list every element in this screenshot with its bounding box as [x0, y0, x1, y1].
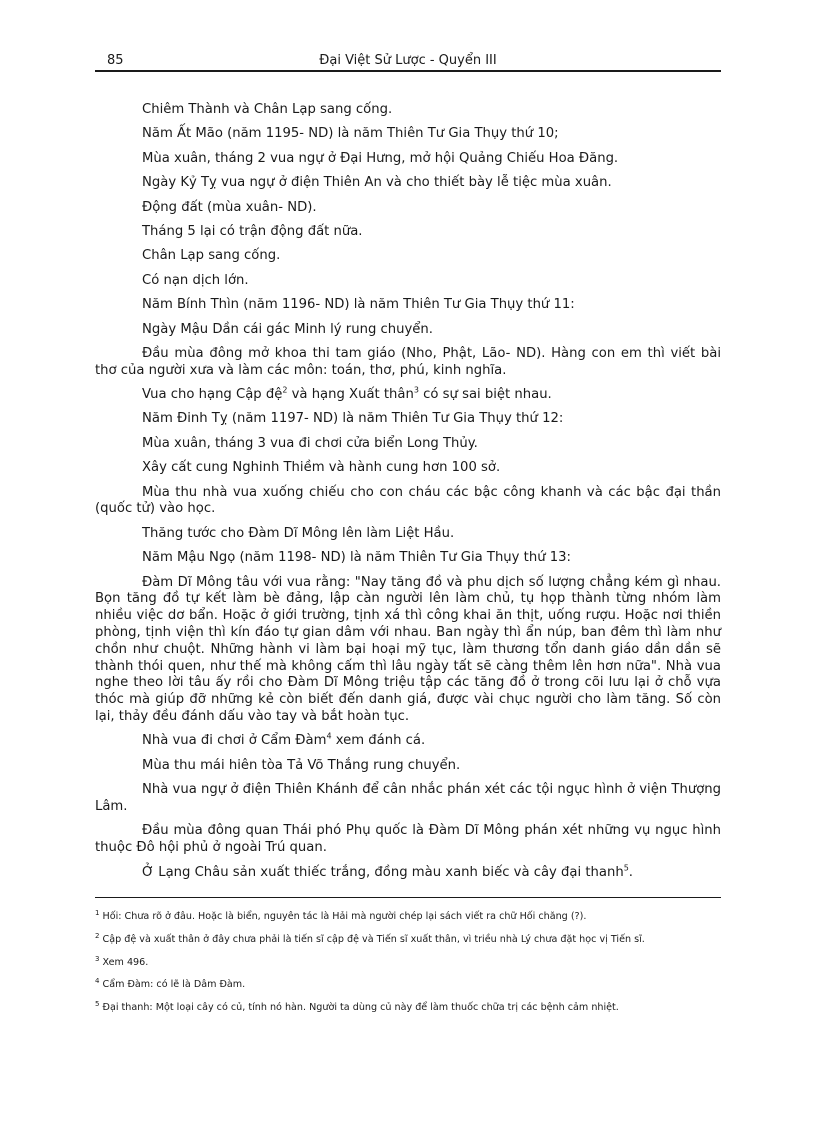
paragraph-text: có sự sai biệt nhau.	[418, 387, 552, 403]
paragraph: Thăng tước cho Đàm Dĩ Mông lên làm Liệt Hầu.	[142, 525, 455, 541]
paragraph: Mùa thu mái hiên tòa Tả Võ Thắng rung chuyển.	[142, 757, 461, 773]
paragraph-text: Vua cho hạng Cập đệ	[142, 387, 283, 403]
footnote	[95, 978, 721, 992]
body-text	[95, 102, 721, 889]
footnote-number: 1	[95, 908, 100, 917]
footnote-text: Đại thanh: Một loại cây có củ, tính nó hàn. Người ta dùng củ này để làm thuốc chữa trị các bệnh cảm nhiệt.	[99, 1002, 619, 1014]
paragraph: Ngày Mậu Dần cái gác Minh lý rung chuyển.	[142, 321, 433, 337]
running-title: Đại Việt Sử Lược - Quyển III	[319, 53, 497, 68]
paragraph	[95, 733, 721, 750]
footnote-rule	[95, 897, 721, 898]
footnote-text: Hối: Chưa rõ ở đâu. Hoặc là biển, nguyên tác là Hải mà người chép lại sách viết ra chữ Hối chăng (?).	[99, 911, 587, 922]
paragraph: Mùa thu nhà vua xuống chiếu cho con cháu các bậc công khanh và các bậc đại thần (quốc tử) vào học.	[95, 484, 721, 517]
footnote-ref: 5	[623, 863, 629, 873]
paragraph: Chân Lạp sang cống.	[142, 248, 281, 264]
header-rule	[95, 70, 721, 72]
footnote-number: 3	[95, 954, 100, 963]
footnote-text: Cẩm Đàm: có lẽ là Dâm Đàm.	[99, 979, 246, 991]
footnote	[95, 1001, 721, 1015]
footnote	[95, 956, 721, 970]
footnote-number: 4	[95, 977, 100, 986]
paragraph: Đầu mùa đông quan Thái phó Phụ quốc là Đàm Dĩ Mông phán xét những vụ ngục hình thuộc Đô hội phủ ở ngoài Trú quan.	[95, 823, 721, 856]
footnote-text: Cập đệ và xuất thân ở đây chưa phải là tiến sĩ cập đệ và Tiến sĩ xuất thân, vì triều nhà Lý chưa đặt học vị Tiến sĩ.	[99, 933, 645, 945]
paragraph: Chiêm Thành và Chân Lạp sang cống.	[142, 102, 393, 117]
footnote-ref: 3	[413, 385, 419, 395]
paragraph: Năm Mậu Ngọ (năm 1198- ND) là năm Thiên Tư Gia Thụy thứ 13:	[142, 550, 571, 566]
paragraph	[95, 387, 721, 404]
footnote-text: Xem 496.	[99, 956, 149, 968]
footnote-number: 5	[95, 1000, 100, 1008]
paragraph: Đàm Dĩ Mông tâu với vua rằng: "Nay tăng đồ và phu dịch số lượng chẳng kém gì nhau. Bọn tăng đồ tự kết làm bè đảng, lập càn người lên làm chủ, tụ họp thành từng nhóm làm nhiều việc dơ bẩn. Hoặc ở giới trường, tịnh xá thì công khai ăn thịt, uống rượu. Hoặc nơi thiền phòng, tịnh viện thì kín đáo tự gian dâm với nhau. Ban ngày thì ẩn núp, ban đêm thì làm như chồn như chuột. Những hành vi làm bại hoại mỹ tục, làm thương tổn danh giáo dần dần sẽ thành thói quen, như thế mà không cấm thì lâu ngày tất sẽ càng thêm lên hơn nữa". Nhà vua nghe theo lời tâu ấy rồi cho Đàm Dĩ Mông triệu tập các tăng đồ ở trong cõi lưu lại ở chỗ vựa thóc mà giúp đỡ những kẻ còn biết đến danh giá, được vài chục người cho làm tăng. Số còn lại, thảy đều đánh dấu vào tay và bắt hoàn tục.	[95, 574, 721, 724]
paragraph-text: Ở Lạng Châu sản xuất thiếc trắng, đồng màu xanh biếc và cây đại thanh	[142, 864, 624, 880]
paragraph: Mùa xuân, tháng 3 vua đi chơi cửa biển Long Thủy.	[142, 435, 478, 451]
page-header	[95, 52, 721, 70]
paragraph: Xây cất cung Nghinh Thiềm và hành cung hơn 100 sở.	[142, 460, 501, 476]
footnote-number: 2	[95, 931, 100, 940]
paragraph-text: và hạng Xuất thân	[287, 387, 414, 403]
paragraph-text: .	[628, 864, 633, 880]
footnote-ref: 2	[282, 385, 288, 395]
paragraph: Năm Bính Thìn (năm 1196- ND) là năm Thiên Tư Gia Thụy thứ 11:	[142, 297, 575, 313]
paragraph: Ngày Kỷ Tỵ vua ngự ở điện Thiên An và cho thiết bày lễ tiệc mùa xuân.	[142, 175, 612, 191]
paragraph: Đầu mùa đông mở khoa thi tam giáo (Nho, Phật, Lão- ND). Hàng con em thì viết bài thơ của người xưa và làm các môn: toán, thơ, phú, kinh nghĩa.	[95, 345, 721, 378]
paragraph: Năm Ất Mão (năm 1195- ND) là năm Thiên Tư Gia Thụy thứ 10;	[142, 126, 559, 142]
paragraph: Có nạn dịch lớn.	[142, 272, 249, 288]
page-number: 85	[107, 53, 124, 68]
footnotes	[95, 910, 721, 1024]
paragraph: Mùa xuân, tháng 2 vua ngự ở Đại Hưng, mở hội Quảng Chiếu Hoa Đăng.	[142, 150, 619, 166]
paragraph: Nhà vua ngự ở điện Thiên Khánh để cân nhắc phán xét các tội ngục hình ở viện Thượng Lâm.	[95, 782, 721, 814]
paragraph: Năm Đinh Tỵ (năm 1197- ND) là năm Thiên Tư Gia Thụy thứ 12:	[142, 411, 564, 427]
footnote	[95, 933, 721, 947]
paragraph-text: xem đánh cá.	[331, 733, 426, 749]
footnote-ref: 4	[326, 732, 332, 741]
paragraph-text: Nhà vua đi chơi ở Cẩm Đàm	[142, 733, 327, 749]
paragraph: Tháng 5 lại có trận động đất nữa.	[142, 223, 363, 239]
footnote	[95, 910, 721, 924]
paragraph	[95, 865, 721, 882]
paragraph: Động đất (mùa xuân- ND).	[142, 199, 317, 215]
